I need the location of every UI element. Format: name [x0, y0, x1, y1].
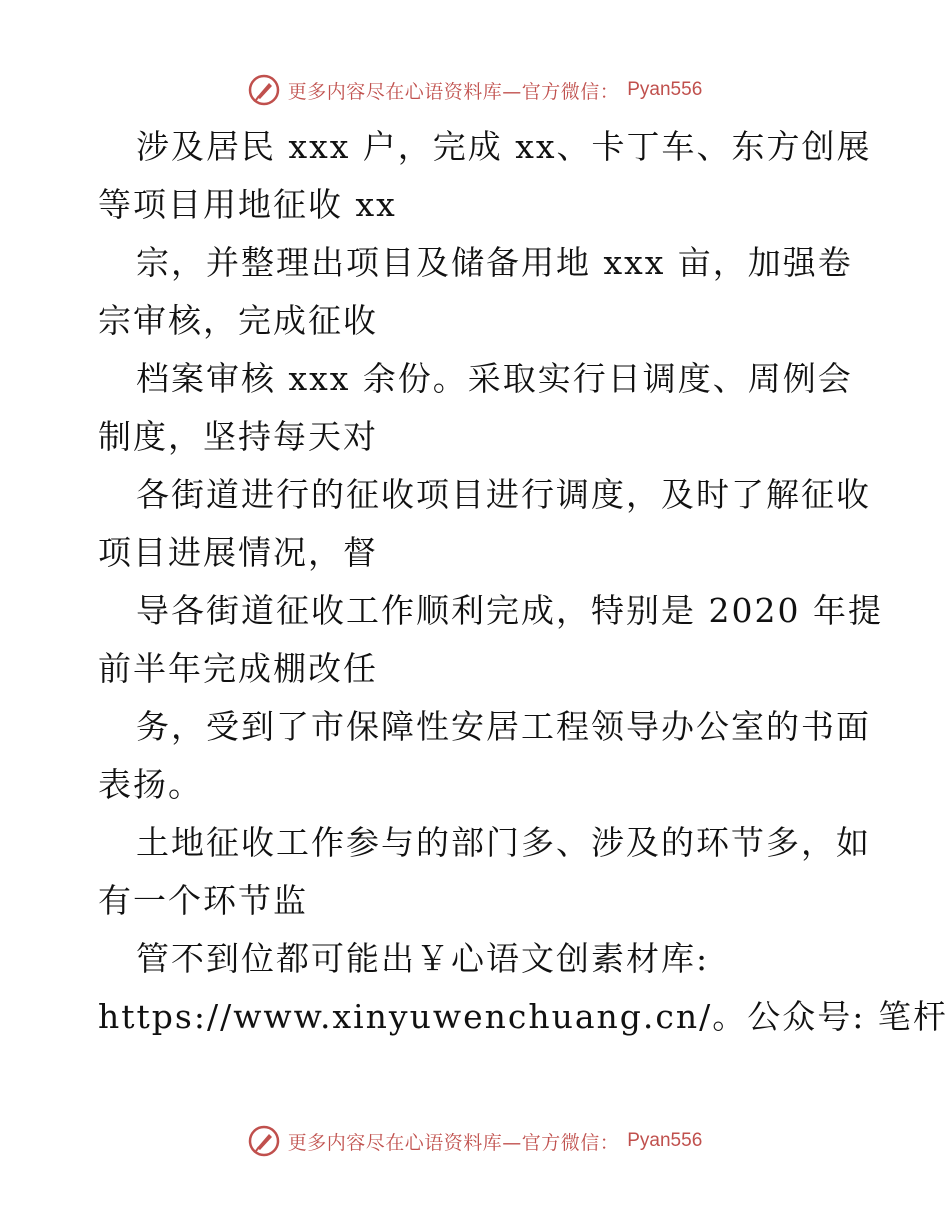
- quill-pen-logo-icon: [248, 1125, 280, 1157]
- body-line: 务，受到了市保障性安居工程领导办公室的书面: [136, 707, 871, 746]
- body-line: 土地征收工作参与的部门多、涉及的环节多，如: [136, 823, 871, 862]
- body-line: 宗审核，完成征收: [98, 301, 378, 340]
- body-line: 档案审核 xxx 余份。采取实行日调度、周例会: [136, 359, 853, 398]
- body-line-link[interactable]: https://www.xinyuwenchuang.cn/。公众号: 笔杆: [98, 997, 948, 1036]
- body-line: 有一个环节监: [98, 881, 308, 920]
- body-line: 宗，并整理出项目及储备用地 xxx 亩，加强卷: [136, 243, 853, 282]
- footer-banner-text: 更多内容尽在心语资料库—官方微信：: [287, 1131, 620, 1154]
- header-banner-text: 更多内容尽在心语资料库—官方微信：: [287, 80, 620, 103]
- body-line: 导各街道征收工作顺利完成，特别是 2020 年提: [136, 591, 883, 630]
- header-banner-wechat-id: Pyan556: [627, 79, 703, 100]
- header-banner: [0, 72, 950, 108]
- body-line: 制度，坚持每天对: [98, 417, 378, 456]
- footer-banner-wechat-id: Pyan556: [627, 1130, 703, 1151]
- body-line: 表扬。: [98, 765, 203, 804]
- quill-pen-logo-icon: [248, 74, 280, 106]
- document-body: [98, 118, 948, 1046]
- body-line: 等项目用地征收 xx: [98, 185, 397, 224]
- footer-banner: [0, 1123, 950, 1159]
- body-line: 涉及居民 xxx 户，完成 xx、卡丁车、东方创展: [136, 127, 872, 166]
- body-line: 项目进展情况，督: [98, 533, 378, 572]
- body-line: 管不到位都可能出￥心语文创素材库:: [136, 939, 710, 978]
- body-line: 前半年完成棚改任: [98, 649, 378, 688]
- body-line: 各街道进行的征收项目进行调度，及时了解征收: [136, 475, 871, 514]
